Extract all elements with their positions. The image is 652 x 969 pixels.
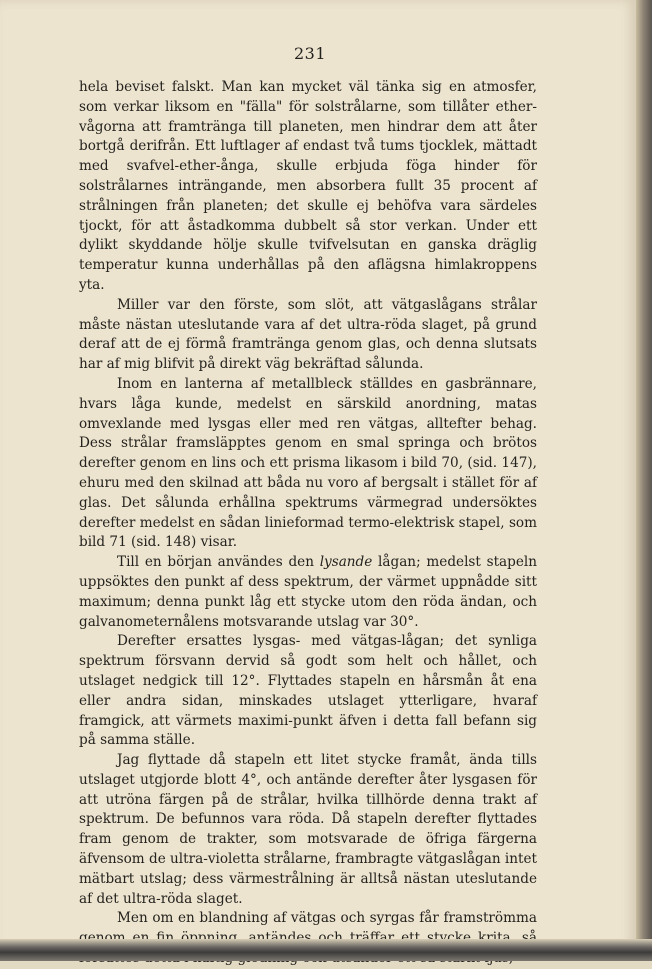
page-edge-shadow xyxy=(636,0,652,961)
body-text xyxy=(79,78,537,969)
paragraph-5: Derefter ersattes lysgas- med vätgas-lågan; det synliga spektrum försvann dervid så godt som helt och hållet, och utslaget nedgick till 12°. Flyttades stapeln en hårsmån åt ena eller andra sidan, minskades utslaget ytterligare, hvaraf framgick, att värmets maximi-punkt äfven i detta fall befann sig på samma ställe. xyxy=(79,633,537,749)
paragraph-7: Men om en blandning af vätgas och syrgas får framströmma xyxy=(117,910,537,927)
paragraph-3: Inom en lanterna af metallbleck ställdes en gasbrännare, hvars låga kunde, medelst en särskild anordning, matas omvexlande med lysgas eller med ren vätgas, alltefter behag. Dess strålar framsläpptes genom en smal springa och brötos derefter genom en lins och ett prisma likasom i bild 70, (sid. 147), ehuru med den skilnad att båda nu voro af bergsalt i stället för af glas. Det sålunda erhållna spektrums värmegrad undersöktes derefter medelst en sådan linieformad termo-elektrisk stapel, som bild 71 (sid. 148) visar. xyxy=(79,375,537,551)
paragraph-2: Miller var den förste, som slöt, att vätgaslågans strålar måste nästan uteslutande vara af det ultra-röda slaget, på grund deraf att de ej förmå framtränga genom glas, och denna slutsats har af mig blifvit på direkt väg bekräftad sålunda. xyxy=(79,296,537,373)
paragraph-4 xyxy=(79,553,537,632)
paragraph-1: hela beviset falskt. Man kan mycket väl tänka sig en atmosfer, som verkar liksom en "fälla" för solstrålarne, som tillåter ether-vågorna att framtränga till planeten, men hindrar dem att åter bortgå derifrån. Ett luftlager af endast två tums tjocklek, mättadt med svafvel-ether-ånga, skulle erbjuda föga hinder för solstrålarnes inträngande, men absorbera fullt 35 procent af strålningen från planeten; det skulle ej behöfva vara särdeles tjockt, för att åstadkomma dubbelt så stor verkan. Under ett dylikt skyddande hölje skulle tvifvelsutan en ganska dräglig temperatur kunna underhållas på den aflägsna himlakroppens yta. xyxy=(79,79,537,293)
paragraph-6: Jag flyttade då stapeln ett litet stycke framåt, ända tills utslaget utgjorde blott 4°, och antände derefter åter lysgasen för att utröna färgen på de strålar, hvilka tillhörde denna trakt af spektrum. De befunnos vara röda. Då stapeln derefter flyttades fram genom de trakter, som motsvarade de öfriga färgerna äfvensom de ultra-violetta strålarne, frambragte vätgaslågan intet mätbart utslag; dess värmestrålning är alltså nästan uteslutande af det ultra-röda slaget. xyxy=(79,752,537,907)
scan-bottom-edge xyxy=(0,939,652,961)
paragraph-4-start: Till en början användes den xyxy=(117,554,320,571)
emphasis-lysande: lysande xyxy=(319,554,373,571)
paragraph-4-end: lågan; medelst stapeln uppsöktes den punkt af dess spektrum, der värmet uppnådde sitt maximum; denna punkt låg ett stycke utom den röda ändan, och galvanometernålens motsvarande utslag var 30°. xyxy=(79,554,537,630)
page-number: 231 xyxy=(293,44,327,63)
